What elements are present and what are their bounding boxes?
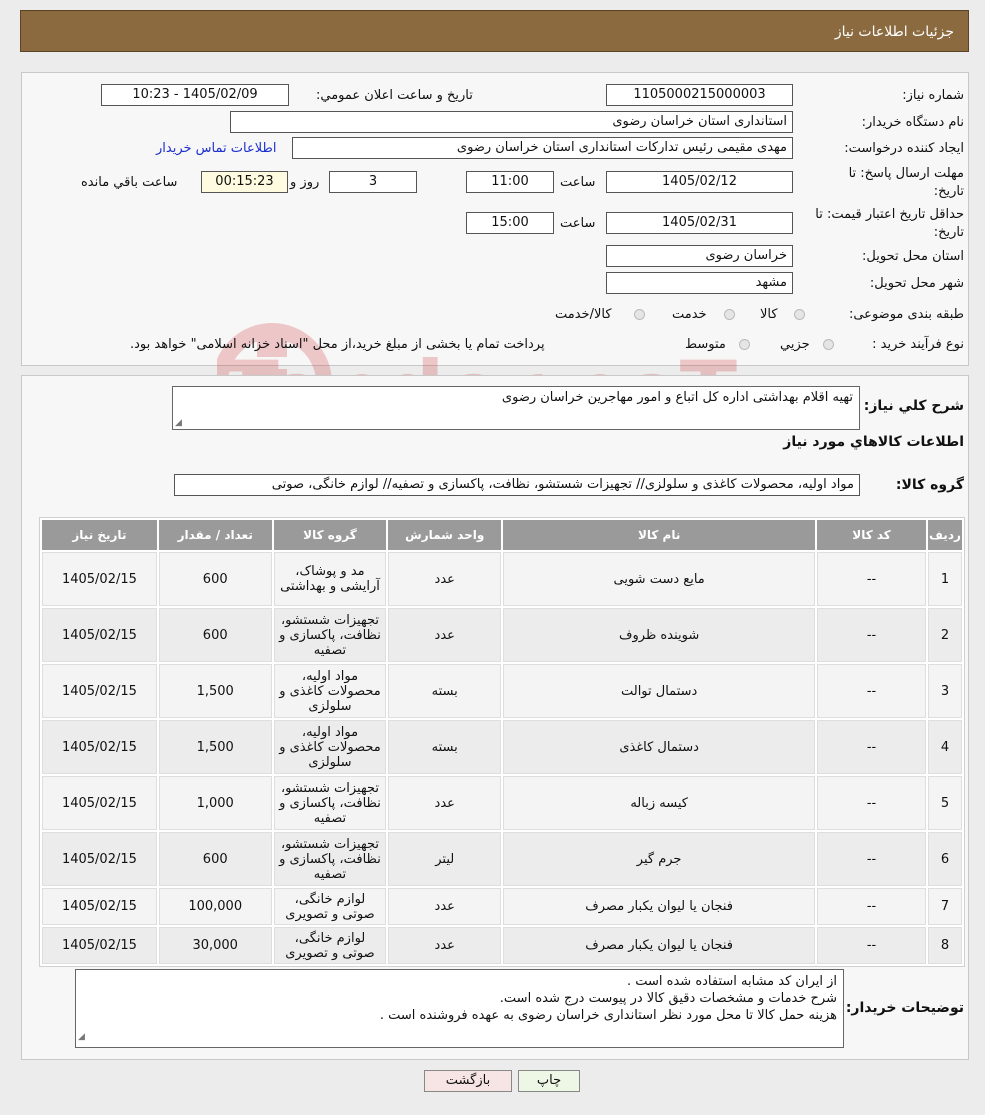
table-row: [42, 664, 962, 718]
need-details-panel: [21, 375, 969, 1060]
creator-field: مهدی مقیمی رئیس تدارکات استانداری استان خراسان رضوی: [292, 137, 793, 159]
group-cell: لوازم خانگی، صوتی و تصویری: [274, 927, 387, 964]
item-name-cell: دستمال کاغذی: [503, 720, 815, 774]
buyer-org-label: نام دستگاه خريدار:: [861, 115, 964, 130]
category-label: طبقه بندی موضوعی:: [848, 307, 964, 322]
category-radio-goods[interactable]: [794, 309, 805, 320]
summary-text: تهیه اقلام بهداشتی اداره کل اتباع و امور مهاجرین خراسان رضوی: [501, 390, 853, 405]
group-cell: تجهیزات شستشو، نظافت، پاکسازی و تصفیه: [274, 608, 387, 662]
summary-label: شرح کلي نياز:: [863, 398, 964, 414]
remaining-label: ساعت باقي مانده: [81, 175, 178, 190]
col-row-header: رديف: [928, 520, 962, 550]
row-number-cell: 3: [928, 664, 962, 718]
table-row: [42, 552, 962, 606]
city-label: شهر محل تحويل:: [869, 276, 964, 291]
item-name-cell: مایع دست شویی: [503, 552, 815, 606]
print-button[interactable]: چاپ: [518, 1070, 580, 1092]
province-label: استان محل تحويل:: [862, 249, 964, 264]
validity-date-field: 1405/02/31: [606, 212, 793, 234]
item-name-cell: کیسه زباله: [503, 776, 815, 830]
quantity-cell: 100,000: [159, 888, 272, 925]
city-field: مشهد: [606, 272, 793, 294]
item-code-cell: --: [817, 720, 926, 774]
quantity-cell: 1,000: [159, 776, 272, 830]
need-date-cell: 1405/02/15: [42, 664, 157, 718]
table-row: [42, 776, 962, 830]
validity-time-field: 15:00: [466, 212, 554, 234]
quantity-cell: 1,500: [159, 664, 272, 718]
item-code-cell: --: [817, 664, 926, 718]
province-field: خراسان رضوی: [606, 245, 793, 267]
col-name-header: نام کالا: [503, 520, 815, 550]
item-code-cell: --: [817, 832, 926, 886]
need-number-label: شماره نیاز:: [902, 88, 964, 103]
table-row: [42, 832, 962, 886]
goods-group-field: مواد اولیه، محصولات کاغذی و سلولزی// تجهیزات شستشو، نظافت، پاکسازی و تصفیه// لوازم خانگی، صوتی: [174, 474, 860, 496]
process-note: پرداخت تمام يا بخشی از مبلغ خريد،از محل "اسناد خزانه اسلامی" خواهد بود.: [130, 337, 545, 352]
need-number-field: 1105000215000003: [606, 84, 793, 106]
group-cell: مواد اولیه، محصولات کاغذی و سلولزی: [274, 664, 387, 718]
col-code-header: کد کالا: [817, 520, 926, 550]
deadline-label-date: تاریخ:: [933, 184, 964, 199]
unit-cell: عدد: [388, 776, 501, 830]
remaining-timer-field: 00:15:23: [201, 171, 288, 193]
item-code-cell: --: [817, 552, 926, 606]
buyer-org-field: استانداری استان خراسان رضوی: [230, 111, 793, 133]
validity-label: حداقل تاريخ اعتبار قيمت: تا: [815, 207, 964, 222]
need-date-cell: 1405/02/15: [42, 888, 157, 925]
unit-cell: عدد: [388, 888, 501, 925]
category-radio-goods-service[interactable]: [634, 309, 645, 320]
need-date-cell: 1405/02/15: [42, 776, 157, 830]
col-qty-header: تعداد / مقدار: [159, 520, 272, 550]
goods-table-body: [42, 552, 962, 964]
item-code-cell: --: [817, 608, 926, 662]
unit-cell: لیتر: [388, 832, 501, 886]
item-name-cell: شوینده ظروف: [503, 608, 815, 662]
category-option-goods-service: کالا/خدمت: [555, 307, 612, 322]
buyer-note-line-1: از ایران کد مشابه استفاده شده است .: [627, 974, 837, 989]
col-date-header: تاريخ نياز: [42, 520, 157, 550]
goods-table: [39, 517, 965, 967]
need-info-panel: [21, 72, 969, 366]
back-button[interactable]: بازگشت: [424, 1070, 512, 1092]
category-option-goods: کالا: [760, 307, 778, 322]
table-row: [42, 888, 962, 925]
buyer-note-line-2: شرح خدمات و مشخصات دقیق کالا در پیوست درج شده است.: [499, 991, 837, 1006]
row-number-cell: 6: [928, 832, 962, 886]
category-option-service: خدمت: [672, 307, 707, 322]
process-radio-minor[interactable]: [823, 339, 834, 350]
summary-textarea[interactable]: [172, 386, 860, 430]
table-row: [42, 720, 962, 774]
item-name-cell: فنجان یا لیوان یکبار مصرف: [503, 888, 815, 925]
buyer-notes-textarea[interactable]: [75, 969, 844, 1048]
resize-grip-icon[interactable]: ◢: [175, 418, 182, 428]
item-name-cell: دستمال توالت: [503, 664, 815, 718]
row-number-cell: 4: [928, 720, 962, 774]
validity-label-date: تاريخ:: [933, 225, 964, 240]
process-option-minor: جزيي: [780, 337, 810, 352]
goods-table-header: [42, 520, 962, 550]
creator-label: ايجاد کننده درخواست:: [844, 141, 964, 156]
group-cell: تجهیزات شستشو، نظافت، پاکسازی و تصفیه: [274, 776, 387, 830]
resize-grip-icon[interactable]: ◢: [78, 1032, 85, 1042]
days-remaining-field: 3: [329, 171, 417, 193]
need-date-cell: 1405/02/15: [42, 552, 157, 606]
group-cell: لوازم خانگی، صوتی و تصویری: [274, 888, 387, 925]
col-group-header: گروه کالا: [274, 520, 387, 550]
group-cell: مواد اولیه، محصولات کاغذی و سلولزی: [274, 720, 387, 774]
process-label: نوع فرآيند خريد :: [872, 337, 964, 352]
announce-label: تاریخ و ساعت اعلان عمومي:: [316, 88, 473, 103]
buyer-note-line-3: هزینه حمل کالا تا محل مورد نظر استانداری خراسان رضوی به عهده فروشنده است .: [379, 1008, 837, 1023]
item-code-cell: --: [817, 776, 926, 830]
group-cell: مد و پوشاک، آرایشی و بهداشتی: [274, 552, 387, 606]
page-header: [20, 10, 969, 52]
item-code-cell: --: [817, 888, 926, 925]
table-row: [42, 927, 962, 964]
deadline-label: مهلت ارسال پاسخ: تا: [848, 166, 964, 181]
row-number-cell: 8: [928, 927, 962, 964]
need-date-cell: 1405/02/15: [42, 608, 157, 662]
need-date-cell: 1405/02/15: [42, 720, 157, 774]
buyer-contact-link[interactable]: اطلاعات تماس خريدار: [156, 141, 277, 156]
unit-cell: بسته: [388, 664, 501, 718]
unit-cell: بسته: [388, 720, 501, 774]
quantity-cell: 30,000: [159, 927, 272, 964]
buyer-notes-label: توضيحات خريدار:: [845, 1000, 964, 1016]
goods-group-label: گروه کالا:: [895, 477, 964, 493]
unit-cell: عدد: [388, 608, 501, 662]
quantity-cell: 600: [159, 552, 272, 606]
deadline-date-field: 1405/02/12: [606, 171, 793, 193]
unit-cell: عدد: [388, 552, 501, 606]
row-number-cell: 2: [928, 608, 962, 662]
deadline-time-label: ساعت: [560, 175, 596, 190]
announce-datetime-field: 1405/02/09 - 10:23: [101, 84, 289, 106]
need-date-cell: 1405/02/15: [42, 927, 157, 964]
row-number-cell: 7: [928, 888, 962, 925]
table-row: [42, 608, 962, 662]
item-code-cell: --: [817, 927, 926, 964]
category-radio-service[interactable]: [724, 309, 735, 320]
quantity-cell: 600: [159, 608, 272, 662]
days-label: روز و: [290, 175, 320, 190]
col-unit-header: واحد شمارش: [388, 520, 501, 550]
page-title: جزئیات اطلاعات نیاز: [834, 24, 954, 40]
unit-cell: عدد: [388, 927, 501, 964]
row-number-cell: 5: [928, 776, 962, 830]
process-option-medium: متوسط: [685, 337, 726, 352]
validity-time-label: ساعت: [560, 216, 596, 231]
item-name-cell: جرم گیر: [503, 832, 815, 886]
row-number-cell: 1: [928, 552, 962, 606]
need-date-cell: 1405/02/15: [42, 832, 157, 886]
quantity-cell: 1,500: [159, 720, 272, 774]
process-radio-medium[interactable]: [739, 339, 750, 350]
goods-info-title: اطلاعات کالاهاي مورد نياز: [783, 434, 964, 450]
deadline-time-field: 11:00: [466, 171, 554, 193]
group-cell: تجهیزات شستشو، نظافت، پاکسازی و تصفیه: [274, 832, 387, 886]
quantity-cell: 600: [159, 832, 272, 886]
item-name-cell: فنجان یا لیوان یکبار مصرف: [503, 927, 815, 964]
